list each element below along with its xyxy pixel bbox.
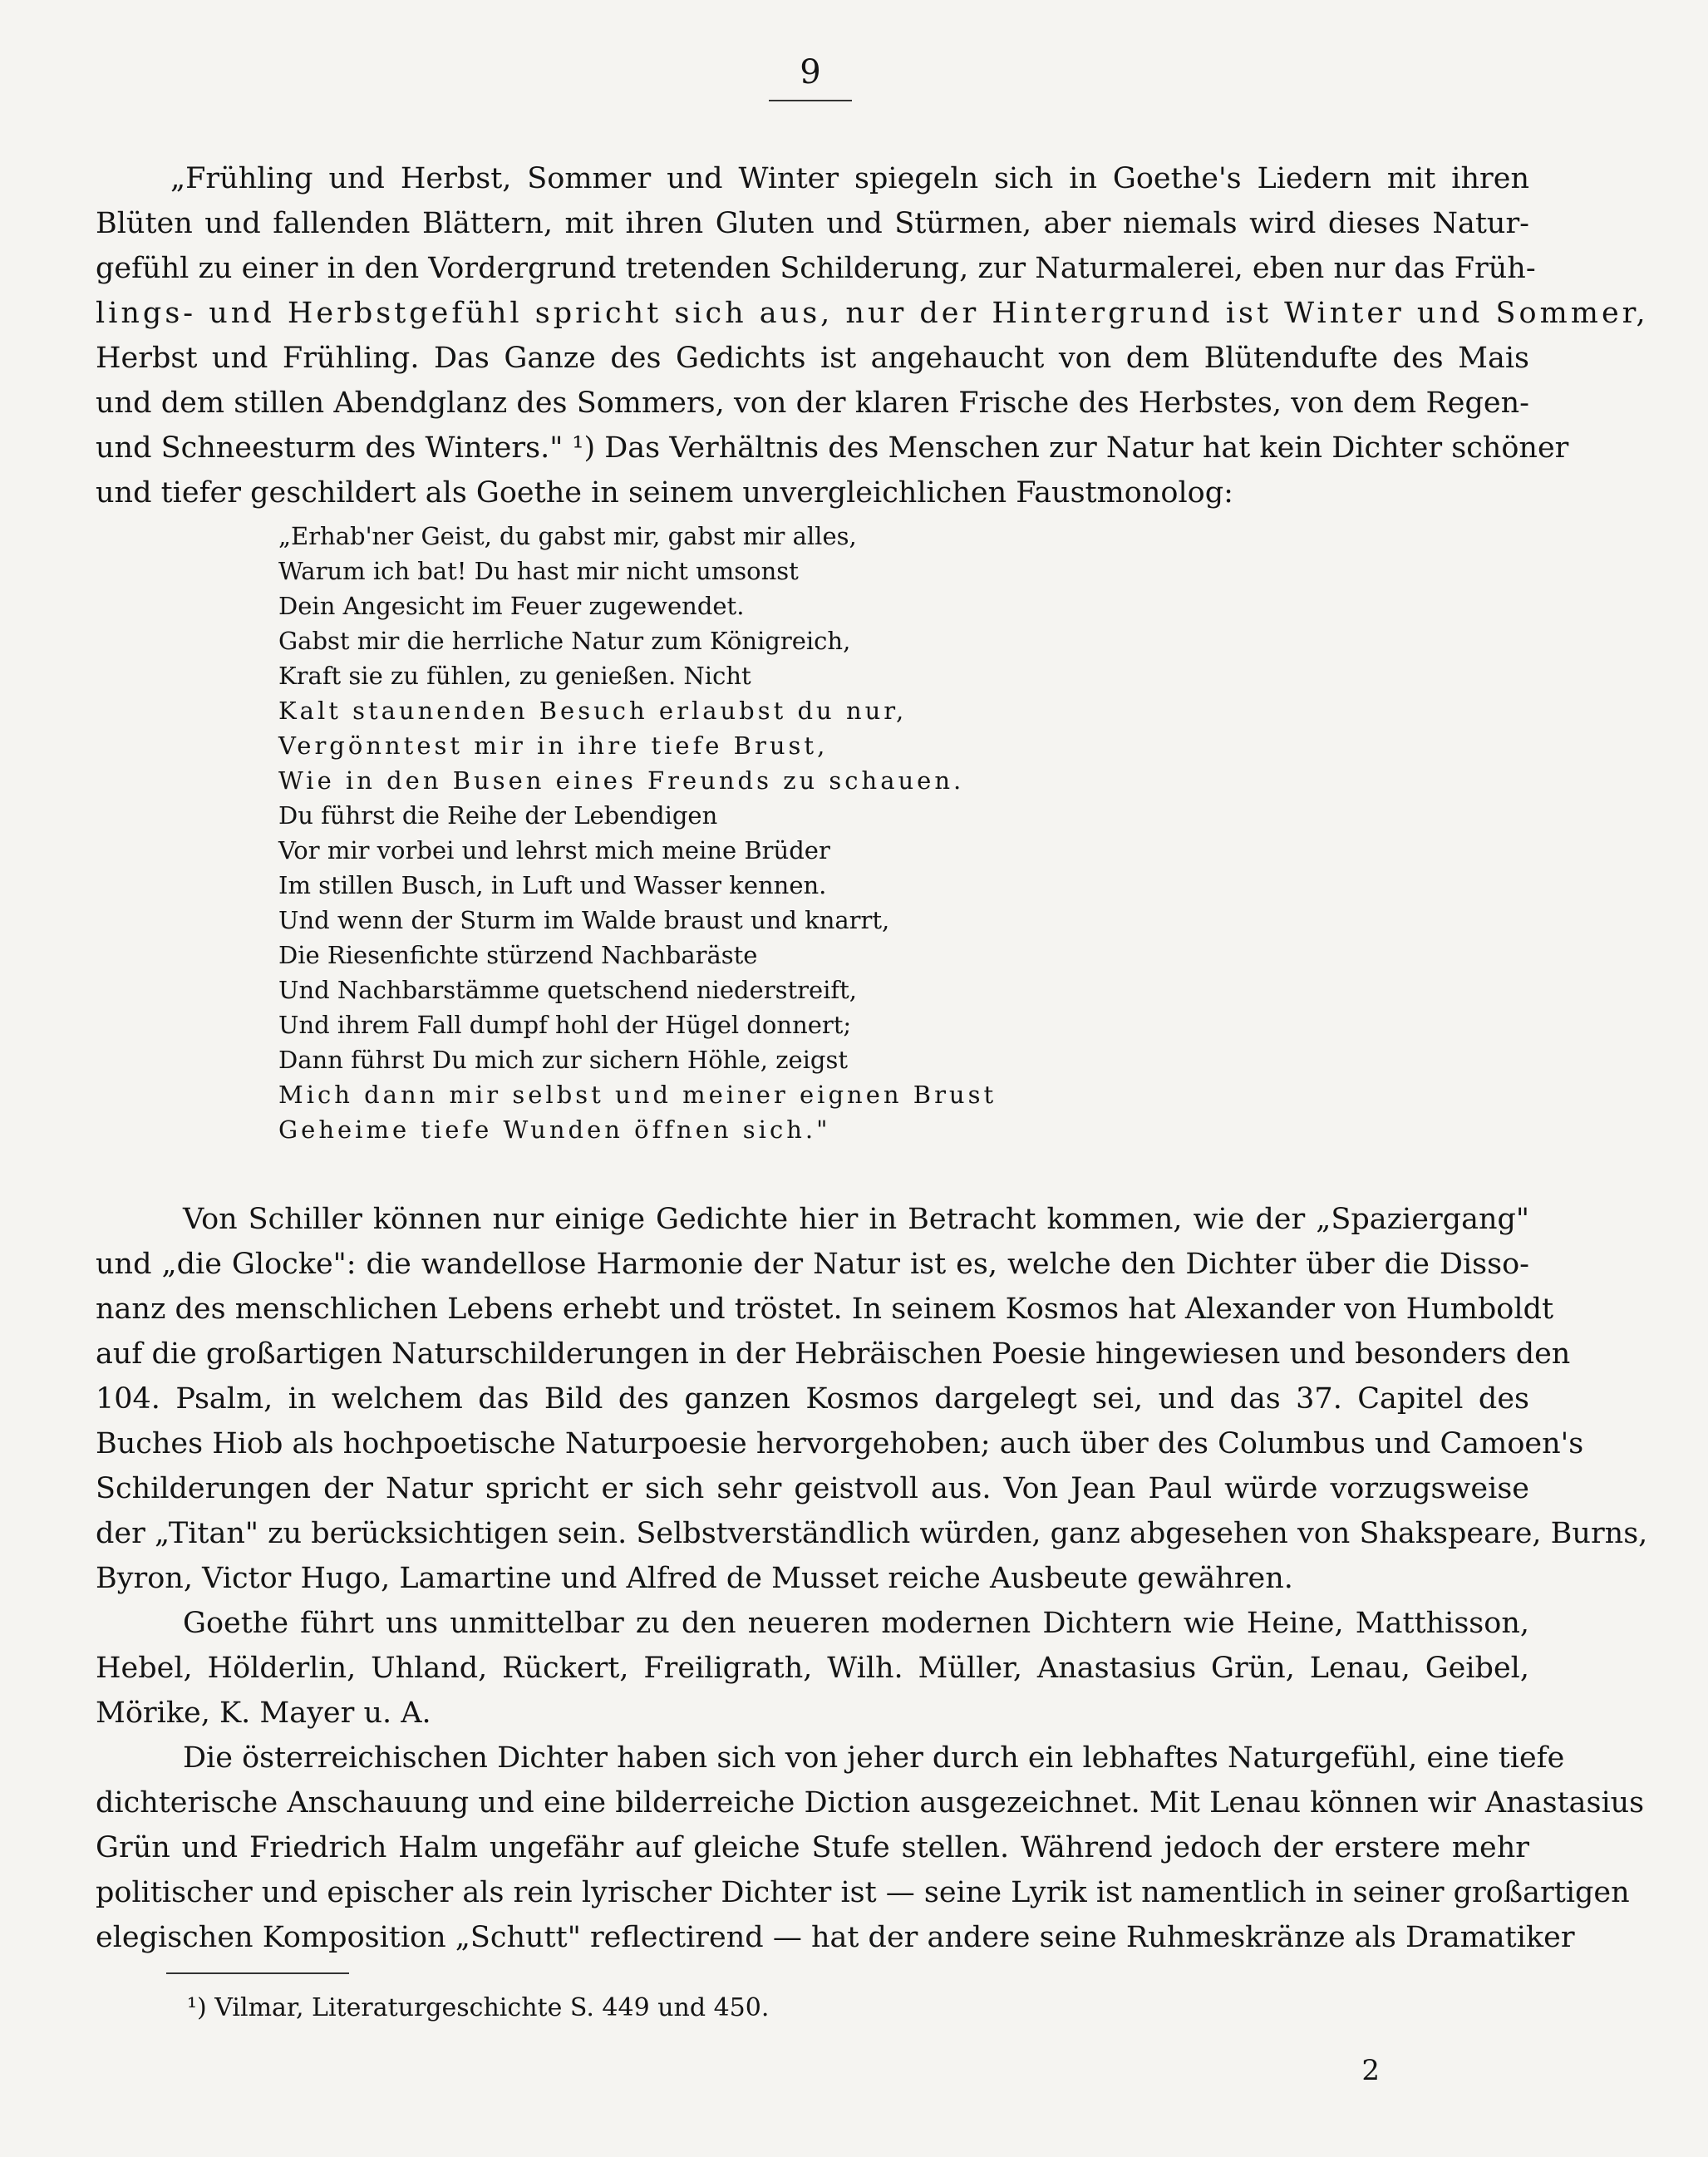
- verse-line: Kalt staunenden Besuch erlaubst du nur,: [278, 697, 908, 725]
- text-line: Grün und Friedrich Halm ungefähr auf gleiche Stufe stellen. Während jedoch der erstere mehr: [96, 1831, 1529, 1864]
- text-line: nanz des menschlichen Lebens erhebt und tröstet. In seinem Kosmos hat Alexander von Humboldt: [96, 1293, 1554, 1326]
- signature-mark: 2: [1361, 2054, 1380, 2087]
- verse-line: Gabst mir die herrliche Natur zum Königreich,: [278, 627, 851, 655]
- text-line: und Schneesturm des Winters." ¹) Das Verhältnis des Menschen zur Natur hat kein Dichter schöner: [96, 431, 1569, 465]
- text-line: Von Schiller können nur einige Gedichte hier in Betracht kommen, wie der „Spaziergang": [183, 1203, 1529, 1236]
- text-line: Die österreichischen Dichter haben sich von jeher durch ein lebhaftes Naturgefühl, eine tiefe: [183, 1741, 1565, 1775]
- text-line: Buches Hiob als hochpoetische Naturpoesie hervorgehoben; auch über des Columbus und Camoen's: [96, 1427, 1584, 1460]
- page-number: 9: [800, 53, 821, 91]
- verse-line: Wie in den Busen eines Freunds zu schauen.: [278, 766, 965, 795]
- verse-line: Mich dann mir selbst und meiner eignen Brust: [278, 1081, 997, 1109]
- text-line: auf die großartigen Naturschilderungen in der Hebräischen Poesie hingewiesen und besonders den: [96, 1337, 1571, 1371]
- text-line: Schilderungen der Natur spricht er sich sehr geistvoll aus. Von Jean Paul würde vorzugsweise: [96, 1472, 1529, 1505]
- text-line: und dem stillen Abendglanz des Sommers, von der klaren Frische des Herbstes, von dem Regen-: [96, 387, 1529, 420]
- verse-line: Im stillen Busch, in Luft und Wasser kennen.: [278, 871, 827, 899]
- text-line: und „die Glocke": die wandellose Harmonie der Natur ist es, welche den Dichter über die Disso-: [96, 1248, 1529, 1281]
- text-line: Hebel, Hölderlin, Uhland, Rückert, Freiligrath, Wilh. Müller, Anastasius Grün, Lenau, Geibel,: [96, 1652, 1529, 1685]
- verse-line: Und ihrem Fall dumpf hohl der Hügel donnert;: [278, 1011, 852, 1039]
- text-line: „Frühling und Herbst, Sommer und Winter spiegeln sich in Goethe's Liedern mit ihren: [170, 162, 1529, 195]
- text-line: Mörike, K. Mayer u. A.: [96, 1697, 431, 1730]
- page-number-rule: [769, 100, 852, 101]
- verse-line: Vor mir vorbei und lehrst mich meine Brüder: [278, 836, 830, 864]
- footnote: ¹) Vilmar, Literaturgeschichte S. 449 und 450.: [187, 1993, 770, 2022]
- text-line: dichterische Anschauung und eine bilderreiche Diction ausgezeichnet. Mit Lenau können wir Anastasius: [96, 1786, 1645, 1820]
- verse-line: Und wenn der Sturm im Walde braust und knarrt,: [278, 906, 890, 934]
- verse-line: Die Riesenfichte stürzend Nachbaräste: [278, 941, 758, 969]
- text-line: lings- und Herbstgefühl spricht sich aus, nur der Hintergrund ist Winter und Sommer,: [96, 297, 1649, 330]
- text-line: elegischen Komposition „Schutt" reflectirend — hat der andere seine Ruhmeskränze als Dramatiker: [96, 1921, 1575, 1954]
- text-line: und tiefer geschildert als Goethe in seinem unvergleichlichen Faustmonolog:: [96, 476, 1233, 510]
- verse-line: Dein Angesicht im Feuer zugewendet.: [278, 592, 745, 620]
- text-line: 104. Psalm, in welchem das Bild des ganzen Kosmos dargelegt sei, und das 37. Capitel des: [96, 1382, 1529, 1416]
- text-line: der „Titan" zu berücksichtigen sein. Selbstverständlich würden, ganz abgesehen von Shakspeare, Burns,: [96, 1517, 1648, 1550]
- text-line: gefühl zu einer in den Vordergrund tretenden Schilderung, zur Naturmalerei, eben nur das Früh-: [96, 252, 1536, 285]
- verse-line: Vergönntest mir in ihre tiefe Brust,: [278, 731, 829, 760]
- text-line: Byron, Victor Hugo, Lamartine und Alfred de Musset reiche Ausbeute gewähren.: [96, 1562, 1293, 1595]
- text-line: Herbst und Frühling. Das Ganze des Gedichts ist angehaucht von dem Blütendufte des Mais: [96, 342, 1529, 375]
- verse-line: Warum ich bat! Du hast mir nicht umsonst: [278, 557, 799, 585]
- verse-line: Du führst die Reihe der Lebendigen: [278, 801, 718, 830]
- verse-line: Dann führst Du mich zur sichern Höhle, zeigst: [278, 1046, 849, 1074]
- text-line: Blüten und fallenden Blättern, mit ihren Gluten und Stürmen, aber niemals wird dieses Natur-: [96, 207, 1529, 240]
- text-line: Goethe führt uns unmittelbar zu den neueren modernen Dichtern wie Heine, Matthisson,: [183, 1607, 1529, 1640]
- verse-line: „Erhab'ner Geist, du gabst mir, gabst mir alles,: [278, 522, 857, 550]
- verse-line: Kraft sie zu fühlen, zu genießen. Nicht: [278, 662, 751, 690]
- text-line: politischer und epischer als rein lyrischer Dichter ist — seine Lyrik ist namentlich in seiner großartigen: [96, 1876, 1630, 1909]
- footnote-rule: [166, 1972, 349, 1974]
- verse-line: Geheime tiefe Wunden öffnen sich.": [278, 1115, 831, 1144]
- verse-line: Und Nachbarstämme quetschend niederstreift,: [278, 976, 858, 1004]
